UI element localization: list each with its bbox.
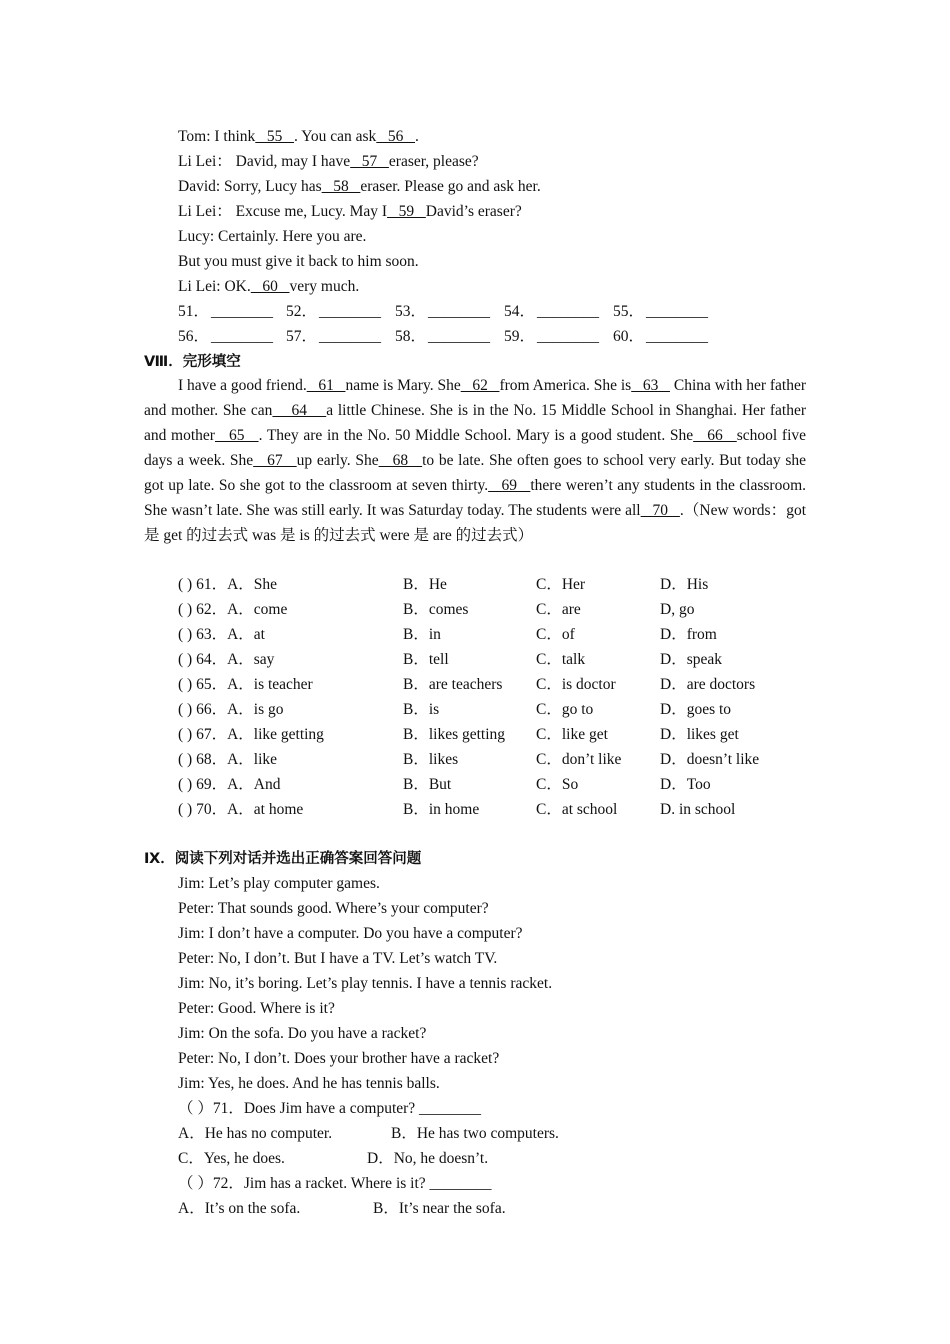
option-d[interactable]: D. in school — [660, 801, 736, 818]
blank-60: 60 — [250, 278, 290, 295]
option-d[interactable]: D．likes get — [660, 726, 739, 743]
dialogue-text: Li Lei： Excuse me, Lucy. May I — [178, 203, 388, 220]
answer-label: 54． — [504, 303, 536, 320]
section-8-title: Ⅷ．完形填空 — [144, 354, 241, 370]
section-9-title: Ⅸ．阅读下列对话并选出正确答案回答问题 — [144, 851, 422, 867]
answer-label: 57． — [286, 328, 318, 345]
option-b[interactable]: B．in home — [403, 801, 480, 818]
option-71-d[interactable]: D．No, he doesn’t. — [367, 1150, 489, 1167]
blank-57: 57 — [350, 153, 389, 170]
option-b[interactable]: B．in — [403, 626, 441, 643]
option-c[interactable]: C．is doctor — [536, 676, 616, 693]
option-c[interactable]: C．like get — [536, 726, 608, 743]
option-d[interactable]: D．doesn’t like — [660, 751, 760, 768]
passage-text: up early. She — [296, 452, 379, 469]
passage-text: .（New words：got 是 get 的过去式 was 是 is 的过去式 were 是 are 的过去式） — [144, 502, 806, 544]
option-71-b[interactable]: B．He has two computers. — [391, 1125, 559, 1142]
answer-label: 58． — [395, 328, 427, 345]
answer-label: 60． — [613, 328, 645, 345]
blank-55: 55 — [255, 128, 295, 145]
option-a[interactable]: ( ) 68．A．like — [178, 751, 278, 768]
reading-line: Jim: I don’t have a computer. Do you have a computer? — [178, 925, 523, 942]
option-b[interactable]: B．tell — [403, 651, 449, 668]
reading-line: Jim: Let’s play computer games. — [178, 875, 380, 892]
reading-line: Peter: No, I don’t. But I have a TV. Let’s watch TV. — [178, 950, 498, 967]
blank-70: 70 — [640, 502, 680, 519]
reading-line: Peter: That sounds good. Where’s your computer? — [178, 900, 489, 917]
option-b[interactable]: B．He — [403, 576, 447, 593]
option-a[interactable]: ( ) 61．A．She — [178, 576, 278, 593]
blank-64: 64 — [272, 402, 327, 419]
option-c[interactable]: C．don’t like — [536, 751, 622, 768]
dialogue-text: Li Lei: OK. — [178, 278, 251, 295]
option-a[interactable]: ( ) 65．A．is teacher — [178, 676, 313, 693]
dialogue-text: David’s eraser? — [425, 203, 522, 220]
reading-line: Jim: No, it’s boring. Let’s play tennis. I have a tennis racket. — [178, 975, 553, 992]
dialogue-line-6: But you must give it back to him soon. — [178, 253, 419, 270]
passage-text: China with her father and mother. She can — [144, 377, 807, 419]
option-d[interactable]: D．from — [660, 626, 717, 643]
dialogue-text: . — [415, 128, 419, 145]
answer-line[interactable]: ________ — [211, 328, 273, 345]
passage-text: I have a good friend. — [178, 377, 307, 394]
passage-text: a little Chinese. She is in the No. 15 Middle School in Shanghai. Her father and mother — [144, 402, 806, 444]
option-a[interactable]: ( ) 70．A．at home — [178, 801, 304, 818]
option-a[interactable]: ( ) 67．A．like getting — [178, 726, 324, 743]
blank-66: 66 — [693, 427, 737, 444]
option-d[interactable]: D．speak — [660, 651, 722, 668]
option-71-c[interactable]: C．Yes, he does. — [178, 1150, 285, 1167]
passage-text: there weren’t any students in the classroom. She wasn’t late. She was still early. It was Saturday today. The students were all — [144, 477, 807, 519]
option-c[interactable]: C．talk — [536, 651, 586, 668]
option-b[interactable]: B．are teachers — [403, 676, 503, 693]
question-71: （ ）71．Does Jim have a computer? ________ — [178, 1100, 482, 1117]
option-c[interactable]: C．at school — [536, 801, 618, 818]
blank-62: 62 — [460, 377, 500, 394]
dialogue-line-4 — [178, 202, 522, 222]
blank-63: 63 — [631, 377, 670, 394]
dialogue-text: Li Lei： David, may I have — [178, 153, 351, 170]
option-d[interactable]: D．goes to — [660, 701, 732, 718]
option-a[interactable]: ( ) 63．A．at — [178, 626, 265, 643]
answer-line[interactable]: ________ — [428, 328, 490, 345]
option-71-a[interactable]: A．He has no computer. — [178, 1125, 333, 1142]
blank-61: 61 — [306, 377, 346, 394]
dialogue-text: . You can ask — [294, 128, 377, 145]
reading-line: Peter: Good. Where is it? — [178, 1000, 335, 1017]
passage-text: . They are in the No. 50 Middle School. Mary is a good student. She — [258, 427, 694, 444]
dialogue-text: Tom: I think — [178, 128, 256, 145]
dialogue-text: David: Sorry, Lucy has — [178, 178, 322, 195]
dialogue-line-2 — [178, 152, 479, 172]
question-72: （ ）72．Jim has a racket. Where is it? ________ — [178, 1175, 492, 1192]
dialogue-text: very much. — [289, 278, 360, 295]
blank-59: 59 — [387, 203, 426, 220]
dialogue-text: eraser, please? — [388, 153, 479, 170]
option-b[interactable]: B．likes getting — [403, 726, 506, 743]
option-b[interactable]: B．But — [403, 776, 452, 793]
answer-line[interactable]: ________ — [537, 303, 599, 320]
dialogue-line-5: Lucy: Certainly. Here you are. — [178, 228, 367, 245]
option-c[interactable]: C．of — [536, 626, 575, 643]
option-c[interactable]: C．are — [536, 601, 581, 618]
passage-text: name is Mary. She — [345, 377, 461, 394]
passage-text: to be late. She often goes to school very early. But today she got up late. So she got to the classroom at seven thirty. — [144, 452, 806, 494]
option-a[interactable]: ( ) 69．A．And — [178, 776, 281, 793]
option-c[interactable]: C．go to — [536, 701, 594, 718]
answer-line[interactable]: ________ — [319, 303, 381, 320]
answer-label: 56． — [178, 328, 210, 345]
option-d[interactable]: D．Too — [660, 776, 711, 793]
option-72-a[interactable]: A．It’s on the sofa. — [178, 1200, 301, 1217]
option-b[interactable]: B．comes — [403, 601, 469, 618]
answer-label: 55． — [613, 303, 645, 320]
option-d[interactable]: D, go — [660, 601, 695, 618]
blank-58: 58 — [321, 178, 361, 195]
dialogue-line-3 — [178, 177, 541, 197]
option-a[interactable]: ( ) 66．A．is go — [178, 701, 284, 718]
answer-line[interactable]: ________ — [211, 303, 273, 320]
option-a[interactable]: ( ) 64．A．say — [178, 651, 275, 668]
reading-line: Jim: Yes, he does. And he has tennis balls. — [178, 1075, 440, 1092]
option-72-b[interactable]: B．It’s near the sofa. — [373, 1200, 506, 1217]
answer-label: 52． — [286, 303, 318, 320]
answer-line[interactable]: ________ — [537, 328, 599, 345]
dialogue-line-7 — [178, 277, 359, 297]
blank-65: 65 — [214, 427, 259, 444]
reading-line: Jim: On the sofa. Do you have a racket? — [178, 1025, 427, 1042]
answer-line[interactable]: ________ — [319, 328, 381, 345]
answer-line[interactable]: ________ — [646, 328, 708, 345]
answer-label: 53． — [395, 303, 427, 320]
answer-line[interactable]: ________ — [646, 303, 708, 320]
blank-69: 69 — [488, 477, 531, 494]
blank-67: 67 — [253, 452, 297, 469]
passage-text: school five days a week. She — [144, 427, 807, 469]
reading-line: Peter: No, I don’t. Does your brother have a racket? — [178, 1050, 500, 1067]
dialogue-text: eraser. Please go and ask her. — [360, 178, 541, 195]
option-a[interactable]: ( ) 62．A．come — [178, 601, 288, 618]
option-c[interactable]: C．So — [536, 776, 579, 793]
blank-68: 68 — [378, 452, 423, 469]
passage-text: from America. She is — [499, 377, 632, 394]
option-d[interactable]: D．His — [660, 576, 709, 593]
answer-label: 51． — [178, 303, 210, 320]
option-d[interactable]: D．are doctors — [660, 676, 756, 693]
answer-label: 59． — [504, 328, 536, 345]
option-b[interactable]: B．is — [403, 701, 440, 718]
answer-line[interactable]: ________ — [428, 303, 490, 320]
blank-56: 56 — [376, 128, 416, 145]
dialogue-line-1 — [178, 127, 419, 147]
cloze-passage — [144, 373, 806, 548]
option-c[interactable]: C．Her — [536, 576, 586, 593]
option-b[interactable]: B．likes — [403, 751, 459, 768]
